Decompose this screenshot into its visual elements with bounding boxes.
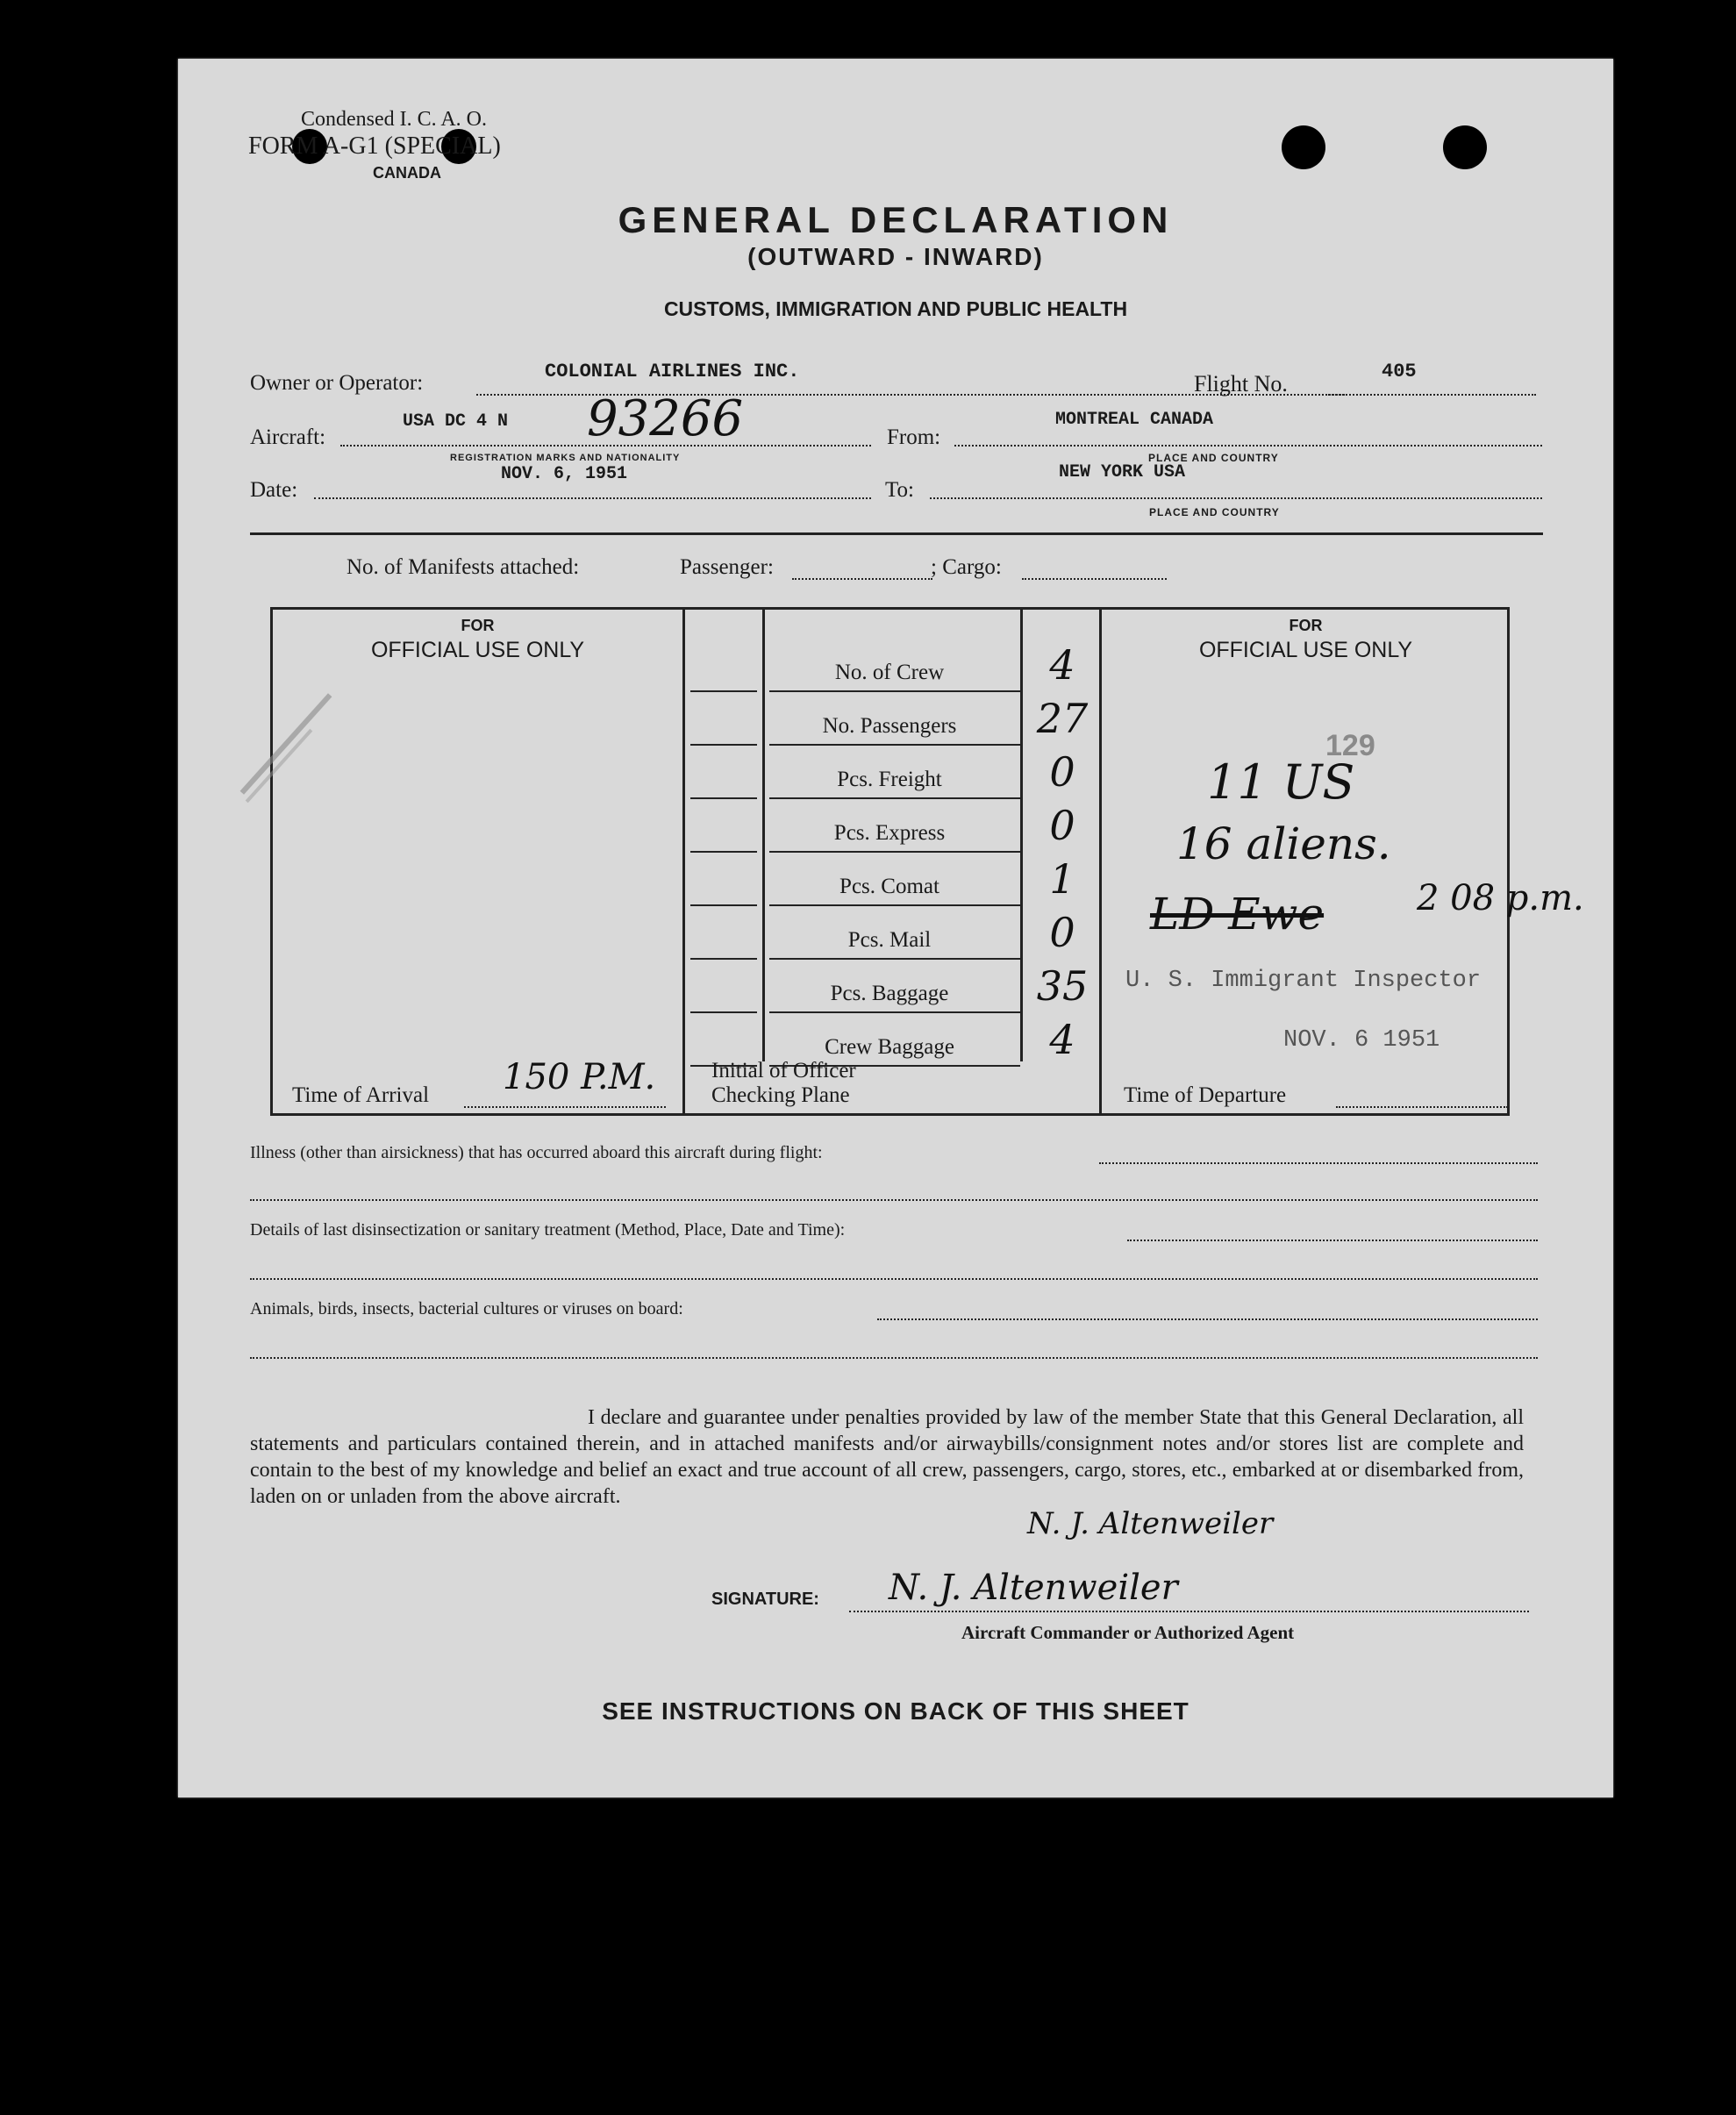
table-divider-4 (1099, 610, 1102, 1113)
document-subtitle: (OUTWARD - INWARD) (747, 243, 1044, 270)
note-us-count: 11 US (1207, 754, 1355, 810)
right-official-label: OFFICIAL USE ONLY (1198, 638, 1413, 662)
signature-line (849, 1611, 1529, 1612)
left-for-label: FOR (461, 617, 495, 634)
row-label: No. Passengers (822, 714, 957, 738)
date-stamp: NOV. 6 1951 (1283, 1027, 1440, 1054)
time-of-departure-line (1336, 1106, 1508, 1108)
row-underline (769, 797, 1020, 799)
note-aliens-count: 16 aliens. (1176, 818, 1391, 869)
to-label: To: (885, 478, 914, 502)
animals-line-1 (877, 1318, 1538, 1320)
animals-line-2 (250, 1357, 1538, 1359)
row-value: 0 (1049, 748, 1075, 796)
disinsect-line-1 (1127, 1240, 1538, 1241)
signature-scribble-upper: N. J. Altenweiler (1027, 1506, 1274, 1541)
date-line (314, 497, 871, 499)
row-label: Pcs. Express (833, 821, 946, 845)
header-divider (250, 532, 1543, 535)
instructions-footer: SEE INSTRUCTIONS ON BACK OF THIS SHEET (602, 1697, 1189, 1725)
row-value: 4 (1049, 1016, 1075, 1063)
pencil-mark (240, 693, 332, 794)
declaration-sheet (178, 59, 1613, 1797)
signature-value: N. J. Altenweiler (889, 1568, 1178, 1608)
time-of-arrival-label: Time of Arrival (292, 1083, 430, 1107)
left-official-label: OFFICIAL USE ONLY (370, 638, 585, 662)
owner-label: Owner or Operator: (250, 371, 424, 395)
aircraft-line (340, 445, 871, 447)
row-underline (769, 958, 1020, 960)
row-underline (769, 690, 1020, 692)
row-label: Pcs. Comat (839, 875, 939, 898)
place-caption-from: PLACE AND COUNTRY (1148, 452, 1279, 464)
signature-caption: Aircraft Commander or Authorized Agent (961, 1622, 1295, 1643)
place-caption-to: PLACE AND COUNTRY (1149, 506, 1280, 518)
from-line (954, 445, 1542, 447)
illness-line-2 (250, 1199, 1538, 1201)
form-code-line2: FORM A-G1 (SPECIAL) (248, 132, 501, 160)
time-of-arrival-line (464, 1106, 666, 1108)
flight-no-label: Flight No. (1194, 371, 1288, 397)
pencil-mark-2 (246, 729, 313, 803)
aircraft-typed-value: USA DC 4 N (403, 411, 509, 432)
row-underline (769, 744, 1020, 746)
flight-no-line (1325, 394, 1536, 396)
row-value: 4 (1049, 641, 1075, 689)
row-tick (690, 1011, 757, 1013)
date-label: Date: (250, 478, 298, 502)
row-tick (690, 690, 757, 692)
manifests-passenger-line (792, 578, 932, 580)
initial-officer-label-1: Initial of Officer (711, 1059, 856, 1083)
from-value: MONTREAL CANADA (1055, 410, 1214, 430)
flight-no-value: 405 (1382, 361, 1417, 382)
illness-line-1 (1099, 1162, 1538, 1164)
note-inspector-signature: LD Ewe (1150, 889, 1325, 940)
row-tick (690, 744, 757, 746)
row-tick (690, 958, 757, 960)
punch-hole-right-1 (1282, 125, 1325, 169)
aircraft-label: Aircraft: (250, 425, 326, 449)
date-value: NOV. 6, 1951 (501, 464, 628, 484)
stamp-number: 129 (1325, 729, 1375, 762)
row-label: No. of Crew (834, 661, 945, 684)
disinsect-label: Details of last disinsectization or sanitary treatment (Method, Place, Date and Time): (250, 1220, 846, 1240)
row-label: Pcs. Freight (837, 768, 942, 791)
row-underline (769, 904, 1020, 906)
row-tick (690, 797, 757, 799)
signature-label: SIGNATURE: (711, 1590, 819, 1609)
form-code-line1: Condensed I. C. A. O. (301, 108, 487, 131)
aircraft-handwritten-value: 93266 (587, 390, 744, 447)
row-label: Pcs. Mail (847, 928, 932, 952)
inspector-stamp: U. S. Immigrant Inspector (1125, 968, 1482, 994)
row-tick (690, 904, 757, 906)
declaration-text: I declare and guarantee under penalties provided by law of the member State that this General Declaration, all statements and particulars contained therein, and in attached manifests and/or airwaybills/consignment notes and/or stores list are complete and contain to the best of my knowledge and belief an exact and true account of all crew, passengers, cargo, stores, etc., embarked at or disembarked from, laden on or unladen from the above aircraft. (250, 1406, 1524, 1508)
illness-label: Illness (other than airsickness) that has occurred aboard this aircraft during flight: (250, 1143, 823, 1162)
row-value: 0 (1049, 909, 1075, 956)
right-for-label: FOR (1289, 617, 1323, 634)
manifests-passenger-label: Passenger: (680, 555, 774, 579)
row-label: Crew Baggage (825, 1035, 954, 1059)
row-value: 27 (1036, 695, 1089, 742)
row-label: Pcs. Baggage (830, 982, 949, 1005)
row-underline (769, 851, 1020, 853)
registration-caption: REGISTRATION MARKS AND NATIONALITY (450, 453, 681, 463)
table-divider-1 (682, 610, 685, 1113)
manifests-cargo-label: ; Cargo: (931, 555, 1002, 579)
to-line (930, 497, 1542, 499)
note-time: 2 08 p.m. (1417, 878, 1584, 918)
manifests-label: No. of Manifests attached: (346, 555, 580, 579)
to-value: NEW YORK USA (1059, 462, 1186, 482)
manifests-cargo-line (1022, 578, 1167, 580)
initial-officer-label-2: Checking Plane (711, 1083, 850, 1107)
section-heading: CUSTOMS, IMMIGRATION AND PUBLIC HEALTH (663, 297, 1128, 320)
disinsect-line-2 (250, 1278, 1538, 1280)
table-divider-2 (762, 610, 765, 1061)
punch-hole-right-2 (1443, 125, 1487, 169)
row-underline (769, 1011, 1020, 1013)
table-divider-3 (1020, 610, 1023, 1061)
animals-label: Animals, birds, insects, bacterial cultures or viruses on board: (250, 1299, 683, 1318)
row-value: 0 (1049, 802, 1075, 849)
time-of-departure-label: Time of Departure (1124, 1083, 1287, 1107)
cargo-table (270, 607, 1584, 1116)
form-code-line3: CANADA (373, 164, 441, 182)
from-label: From: (887, 425, 941, 449)
row-value: 1 (1049, 855, 1075, 903)
row-tick (690, 851, 757, 853)
document-title: GENERAL DECLARATION (618, 199, 1174, 240)
time-of-arrival-value: 150 P.M. (503, 1057, 656, 1097)
owner-value: COLONIAL AIRLINES INC. (545, 361, 800, 382)
row-value: 35 (1036, 962, 1089, 1010)
